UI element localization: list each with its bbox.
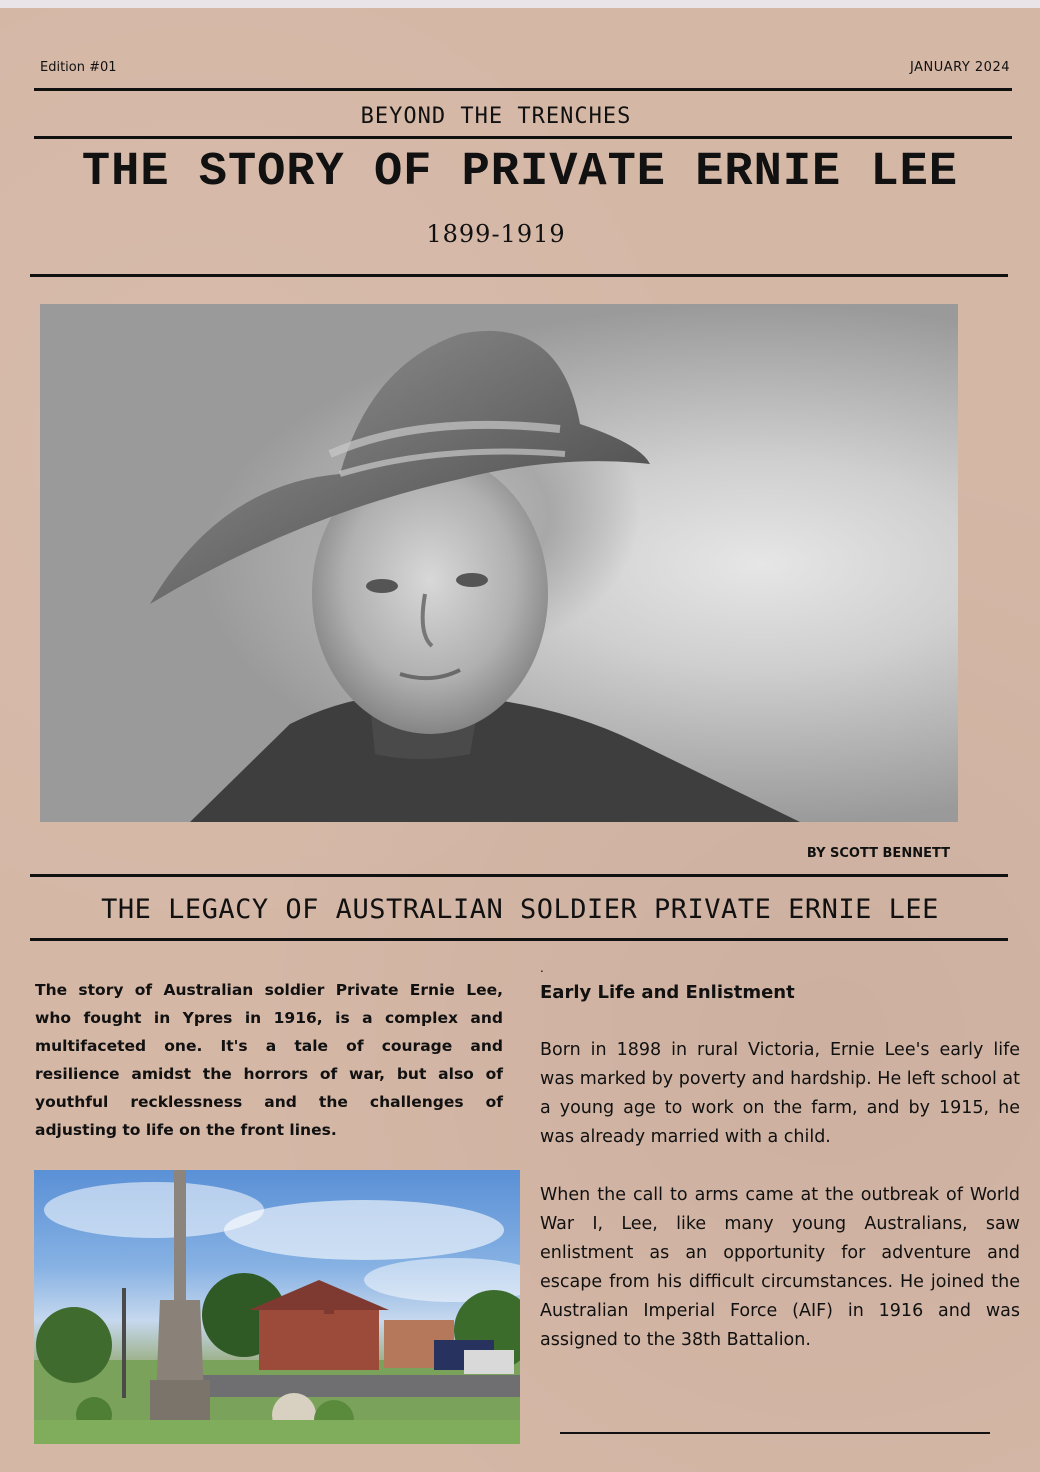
memorial-illustration [34, 1170, 520, 1444]
headline-bottom-rule [30, 274, 1008, 277]
article-paragraph: When the call to arms came at the outbreak of World War I, Lee, like many young Australians, saw enlistment as an opportunity for adventure and escape from his difficult circumstances. He joined the Australian Imperial Force (AIF) in 1916 and was assigned to the 38th Battalion. [540, 1185, 1020, 1350]
issue-date: JANUARY 2024 [910, 60, 1010, 75]
article-paragraph: Born in 1898 in rural Victoria, Ernie Lee's early life was marked by poverty and hardship. He left school at a young age to work on the farm, and by 1915, he was already married with a child. [540, 1040, 1020, 1147]
war-memorial-photo [34, 1170, 520, 1444]
subhead-bottom-rule [30, 938, 1008, 941]
article-body-column [540, 960, 1020, 1384]
article-intro: The story of Australian soldier Private Ernie Lee, who fought in Ypres in 1916, is a complex and multifaceted one. It's a tale of courage and resilience amidst the horrors of war, but also of youthful recklessness and the challenges of adjusting to life on the front lines. [35, 981, 503, 1139]
headline-top-rule [34, 136, 1012, 139]
section-heading: Early Life and Enlistment [540, 982, 795, 1003]
stray-mark: . [540, 961, 544, 975]
top-rule [34, 88, 1012, 91]
column-end-rule [560, 1432, 990, 1434]
edition-number: Edition #01 [40, 60, 117, 75]
byline: BY SCOTT BENNETT [806, 846, 950, 861]
section-subheadline: THE LEGACY OF AUSTRALIAN SOLDIER PRIVATE ERNIE LEE [101, 894, 939, 925]
life-years: 1899-1919 [426, 220, 566, 248]
page-title: THE STORY OF PRIVATE ERNIE LEE [81, 146, 959, 199]
kicker-title: BEYOND THE TRENCHES [360, 104, 632, 129]
subhead-top-rule [30, 874, 1008, 877]
soldier-portrait-photo [40, 304, 958, 822]
portrait-illustration [40, 304, 958, 822]
